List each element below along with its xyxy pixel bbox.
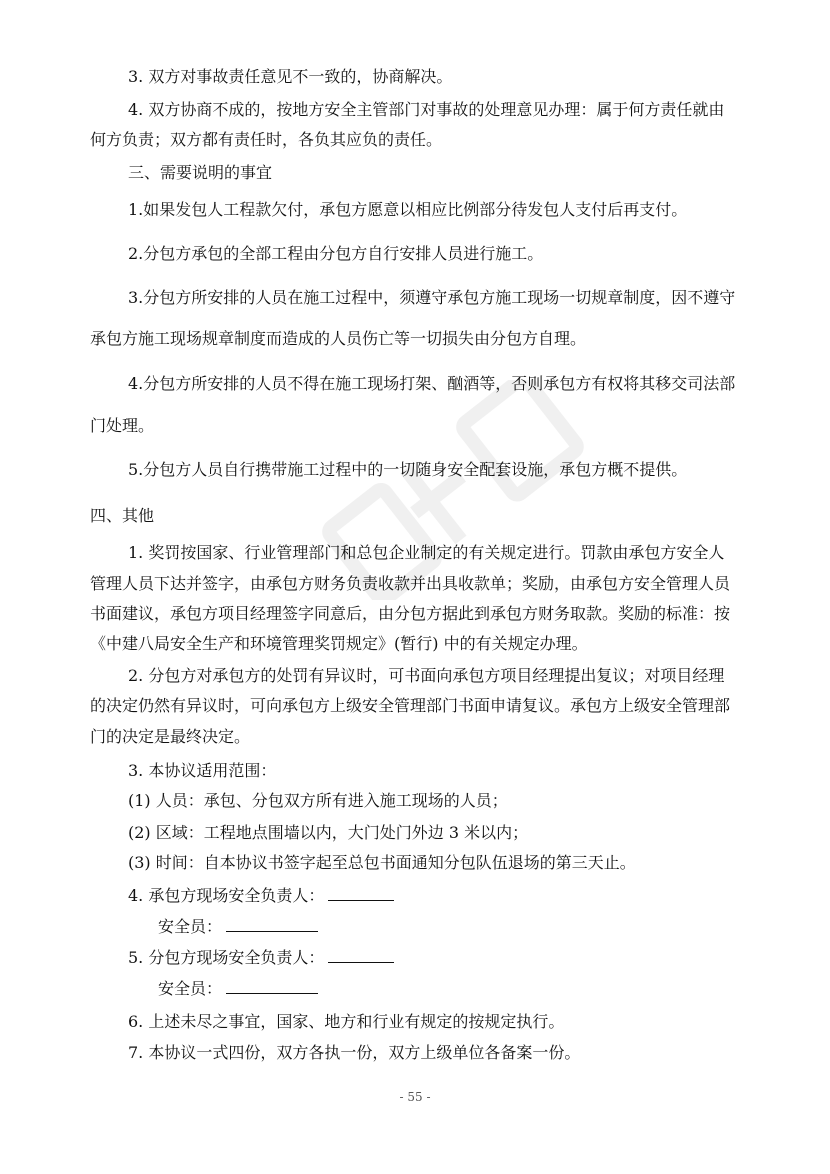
text-line: 1.如果发包人工程款欠付，承包方愿意以相应比例部分待发包人支付后再支付。 — [128, 200, 688, 219]
signature-blank[interactable] — [328, 948, 394, 963]
text-line: 管理人员下达并签字，由承包方财务负责收款并出具收款单；奖励，由承包方安全管理人员 — [90, 574, 731, 593]
text-line: (2) 区域：工程地点围墙以内，大门处门外边 3 米以内； — [128, 823, 529, 842]
text-line: (1) 人员：承包、分包双方所有进入施工现场的人员； — [128, 791, 508, 810]
text-line: 4.分包方所安排的人员不得在施工现场打架、酗酒等，否则承包方有权将其移交司法部 — [128, 374, 736, 393]
text-line: 6. 上述未尽之事宜，国家、地方和行业有规定的按规定执行。 — [128, 1012, 565, 1031]
text-line: 承包方施工现场规章制度而造成的人员伤亡等一切损失由分包方自理。 — [90, 329, 587, 348]
text-line: 5. 分包方现场安全负责人： — [128, 948, 325, 967]
signature-blank[interactable] — [328, 886, 394, 901]
text-line: 安全员： — [158, 979, 223, 998]
text-line: 《中建八局安全生产和环境管理奖罚规定》(暂行) 中的有关规定办理。 — [90, 634, 588, 653]
text-line: 门处理。 — [90, 416, 155, 435]
signature-blank[interactable] — [226, 917, 318, 932]
text-line: 的决定仍然有异议时，可向承包方上级安全管理部门书面申请复议。承包方上级安全管理部 — [90, 696, 731, 715]
signature-blank[interactable] — [226, 979, 318, 994]
text-line: 安全员： — [158, 917, 223, 936]
text-line: 3.分包方所安排的人员在施工过程中，须遵守承包方施工现场一切规章制度，因不遵守 — [128, 288, 736, 307]
text-line: (3) 时间：自本协议书签字起至总包书面通知分包队伍退场的第三天止。 — [128, 853, 636, 872]
contractor-safety-lead-line — [128, 886, 788, 906]
contractor-safety-officer-line — [158, 917, 818, 937]
page-number: - 55 - — [399, 1090, 431, 1104]
text-line: 3. 双方对事故责任意见不一致的，协商解决。 — [128, 67, 453, 86]
text-line: 2.分包方承包的全部工程由分包方自行安排人员进行施工。 — [128, 244, 544, 263]
watermark-logo — [300, 380, 620, 600]
text-line: 1. 奖罚按国家、行业管理部门和总包企业制定的有关规定进行。罚款由承包方安全人 — [128, 543, 725, 562]
text-line: 门的决定是最终决定。 — [90, 727, 251, 746]
section-heading: 三、需要说明的事宜 — [128, 163, 273, 182]
section-heading: 四、其他 — [90, 506, 155, 525]
subcontractor-safety-officer-line — [158, 979, 818, 999]
text-line: 2. 分包方对承包方的处罚有异议时，可书面向承包方项目经理提出复议；对项目经理 — [128, 666, 725, 685]
text-line: 5.分包方人员自行携带施工过程中的一切随身安全配套设施，承包方概不提供。 — [128, 460, 688, 479]
text-line: 4. 承包方现场安全负责人： — [128, 886, 325, 905]
text-line: 何方负责；双方都有责任时，各负其应负的责任。 — [90, 130, 443, 149]
text-line: 3. 本协议适用范围： — [128, 761, 277, 780]
text-line: 7. 本协议一式四份，双方各执一份，双方上级单位各备案一份。 — [128, 1043, 581, 1062]
text-line: 4. 双方协商不成的，按地方安全主管部门对事故的处理意见办理：属于何方责任就由 — [128, 100, 725, 119]
text-line: 书面建议，承包方项目经理签字同意后，由分包方据此到承包方财务取款。奖励的标准：按 — [90, 604, 731, 623]
subcontractor-safety-lead-line — [128, 948, 788, 968]
